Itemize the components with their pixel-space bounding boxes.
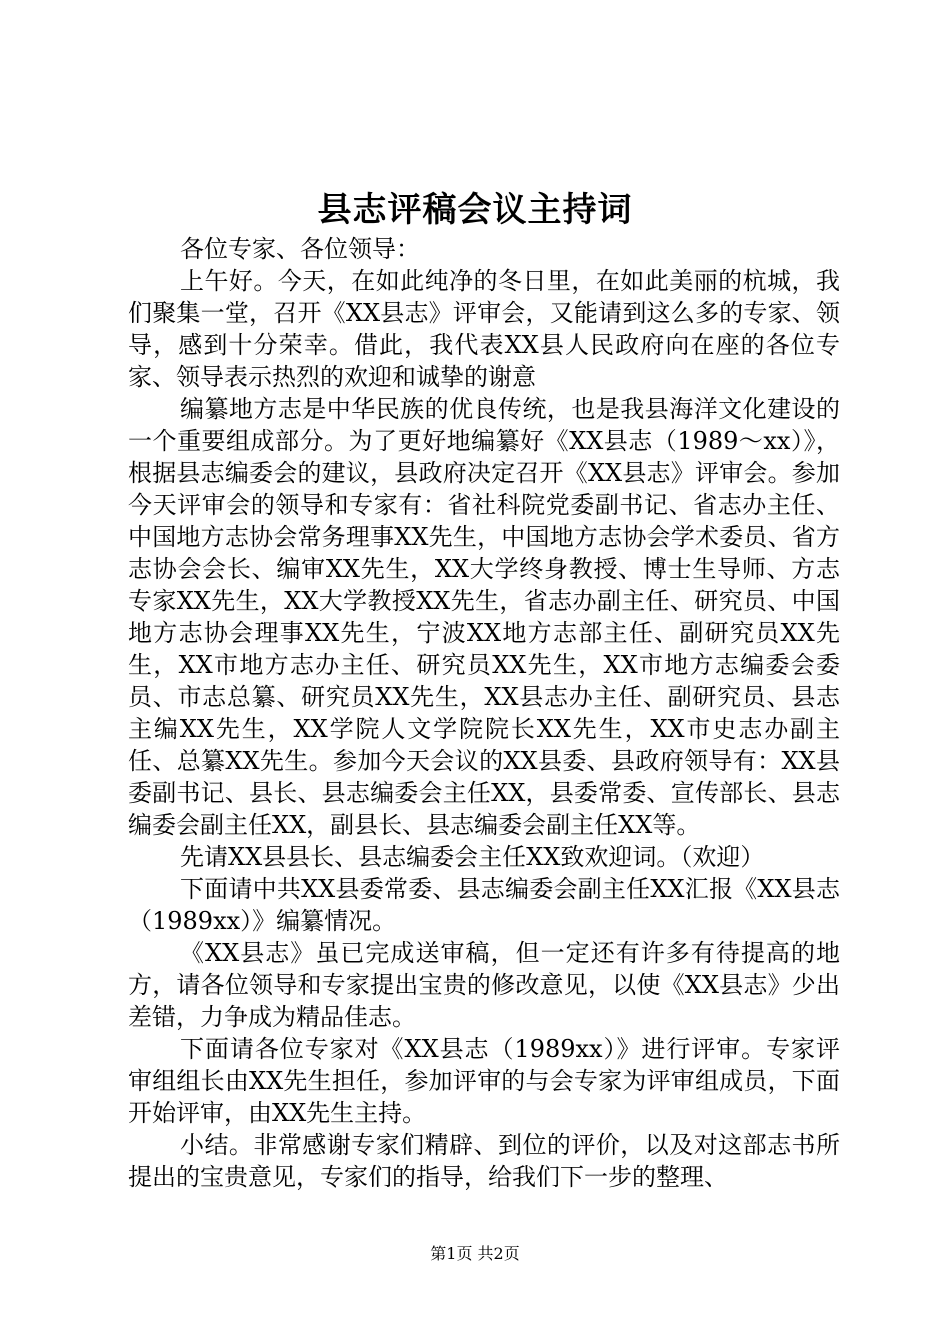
paragraph-request-opinions: 《XX县志》虽已完成送审稿，但一定还有许多有待提高的地方，请各位领导和专家提出宝贵的修改意见，以使《XX县志》少出差错，力争成为精品佳志。: [128, 939, 840, 1031]
page-number: 第1页 共2页: [430, 1244, 520, 1263]
document-title: 县志评稿会议主持词: [317, 190, 633, 230]
document-body: [128, 233, 840, 1193]
paragraph-welcome-speech: 先请XX县县长、县志编委会主任XX致欢迎词。（欢迎）: [180, 843, 765, 871]
paragraph-introduction: 编纂地方志是中华民族的优良传统，也是我县海洋文化建设的一个重要组成部分。为了更好地编纂好《XX县志（1989～xx）》，根据县志编委会的建议，县政府决定召开《XX县志》评审会。参加今天评审会的领导和专家有：省社科院党委副书记、省志办主任、中国地方志协会常务理事XX先生，中国地方志协会学术委员、省方志协会会长、编审XX先生，XX大学终身教授、博士生导师、方志专家XX先生，XX大学教授XX先生，省志办副主任、研究员、中国地方志协会理事XX先生，宁波XX地方志部主任、副研究员XX先生，XX市地方志办主任、研究员XX先生，XX市地方志编委会委员、市志总纂、研究员XX先生，XX县志办主任、副研究员、县志主编XX先生，XX学院人文学院院长XX先生，XX市史志办副主任、总纂XX先生。参加今天会议的XX县委、县政府领导有：XX县委副书记、县长、县志编委会主任XX，县委常委、宣传部长、县志编委会副主任XX，副县长、县志编委会副主任XX等。: [128, 395, 840, 839]
paragraph-welcome: 上午好。今天，在如此纯净的冬日里，在如此美丽的杭城，我们聚集一堂，召开《XX县志》评审会，又能请到这么多的专家、领导，感到十分荣幸。借此，我代表XX县人民政府向在座的各位专家、领导表示热烈的欢迎和诚挚的谢意: [128, 267, 840, 391]
paragraph-review: 下面请各位专家对《XX县志（1989xx）》进行评审。专家评审组组长由XX先生担任，参加评审的与会专家为评审组成员，下面开始评审，由XX先生主持。: [128, 1035, 840, 1127]
paragraph-report: 下面请中共XX县委常委、县志编委会副主任XX汇报《XX县志（1989xx）》编纂情况。: [128, 875, 840, 935]
paragraph-salutation: 各位专家、各位领导：: [180, 235, 420, 263]
paragraph-summary: 小结。非常感谢专家们精辟、到位的评价，以及对这部志书所提出的宝贵意见，专家们的指导，给我们下一步的整理、: [128, 1131, 840, 1191]
